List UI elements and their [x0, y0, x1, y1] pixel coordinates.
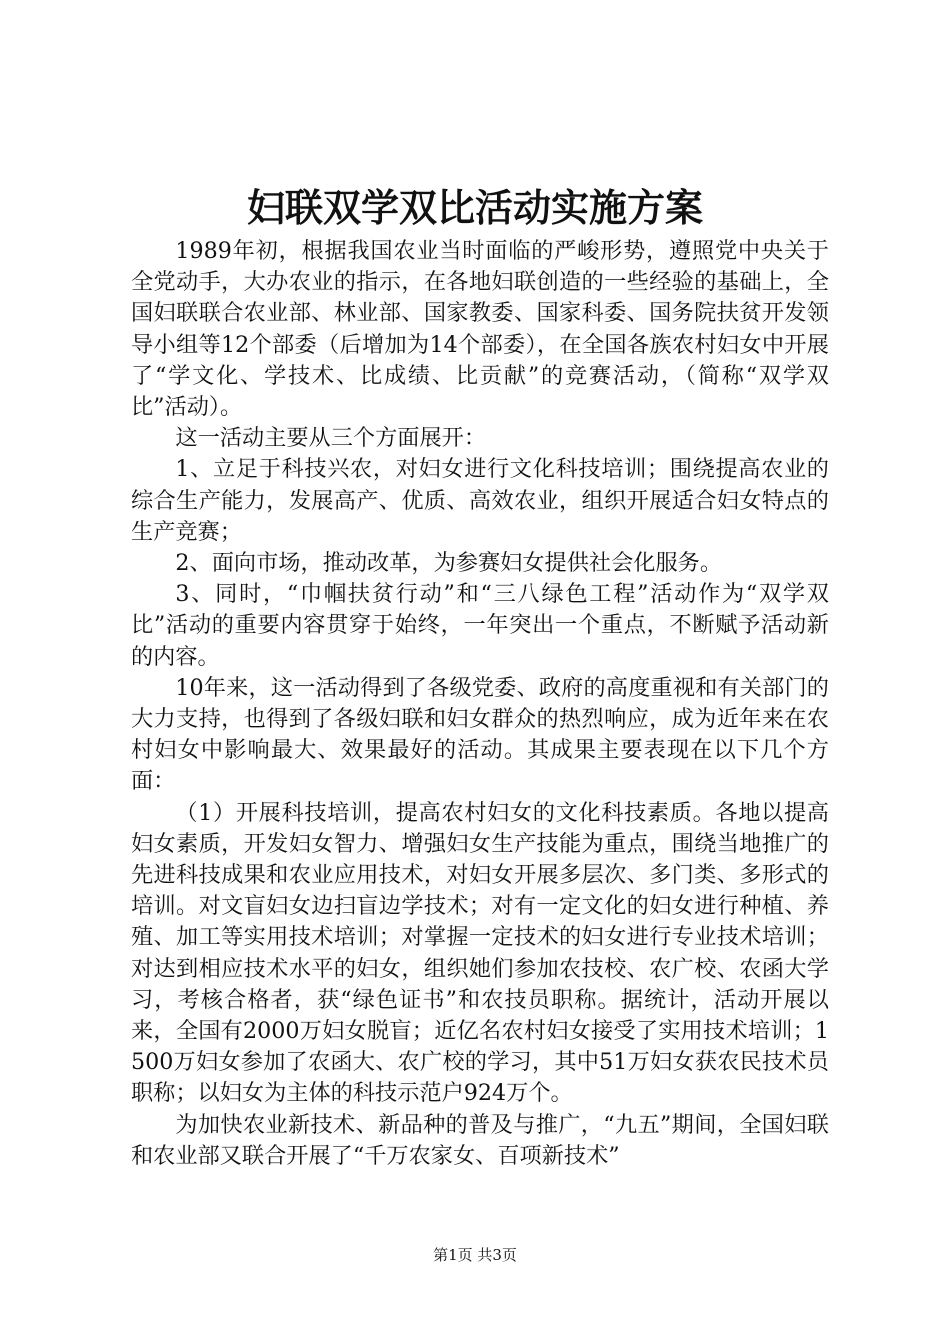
paragraph-item-3: 3、同时，“巾帼扶贫行动”和“三八绿色工程”活动作为“双学双比”活动的重要内容贯穿于始终，一年突出一个重点，不断赋予活动新的内容。: [131, 581, 829, 670]
paragraph-achievement-1: （1）开展科技培训，提高农村妇女的文化科技素质。各地以提高妇女素质，开发妇女智力、增强妇女生产技能为重点，围绕当地推广的先进科技成果和农业应用技术，对妇女开展多层次、多门类、多形式的培训。对文盲妇女边扫盲边学技术；对有一定文化的妇女进行种植、养殖、加工等实用技术培训；对掌握一定技术的妇女进行专业技术培训；对达到相应技术水平的妇女，组织她们参加农技校、农广校、农函大学习，考核合格者，获“绿色证书”和农技员职称。据统计，活动开展以来，全国有2000万妇女脱盲；近亿名农村妇女接受了实用技术培训；1500万妇女参加了农函大、农广校的学习，其中51万妇女获农民技术员职称；以妇女为主体的科技示范户924万个。: [131, 799, 829, 1107]
paragraph-ten-years: 10年来，这一活动得到了各级党委、政府的高度重视和有关部门的大力支持，也得到了各级妇联和妇女群众的热烈响应，成为近年来在农村妇女中影响最大、效果最好的活动。其成果主要表现在以下几个方面：: [131, 674, 829, 795]
document-title: 妇联双学双比活动实施方案: [246, 185, 703, 230]
paragraph-intro: 1989年初，根据我国农业当时面临的严峻形势，遵照党中央关于全党动手，大办农业的指示，在各地妇联创造的一些经验的基础上，全国妇联联合农业部、林业部、国家教委、国家科委、国务院扶贫开发领导小组等12个部委（后增加为14个部委），在全国各族农村妇女中开展了“学文化、学技术、比成绩、比贡献”的竞赛活动，（简称“双学双比”活动）。: [131, 238, 829, 421]
paragraph-ninth-five-year: 为加快农业新技术、新品种的普及与推广，“九五”期间，全国妇联和农业部又联合开展了“千万农家女、百项新技术”: [131, 1111, 829, 1169]
document-body: [131, 236, 829, 1172]
paragraph-item-2: 2、面向市场，推动改革，为参赛妇女提供社会化服务。: [175, 550, 723, 577]
paragraph-three-aspects: 这一活动主要从三个方面展开：: [175, 425, 487, 452]
page-footer: 第1页 共3页: [433, 1246, 517, 1264]
paragraph-item-1: 1、立足于科技兴农，对妇女进行文化科技培训；围绕提高农业的综合生产能力，发展高产、优质、高效农业，组织开展适合妇女特点的生产竞赛；: [131, 456, 829, 545]
